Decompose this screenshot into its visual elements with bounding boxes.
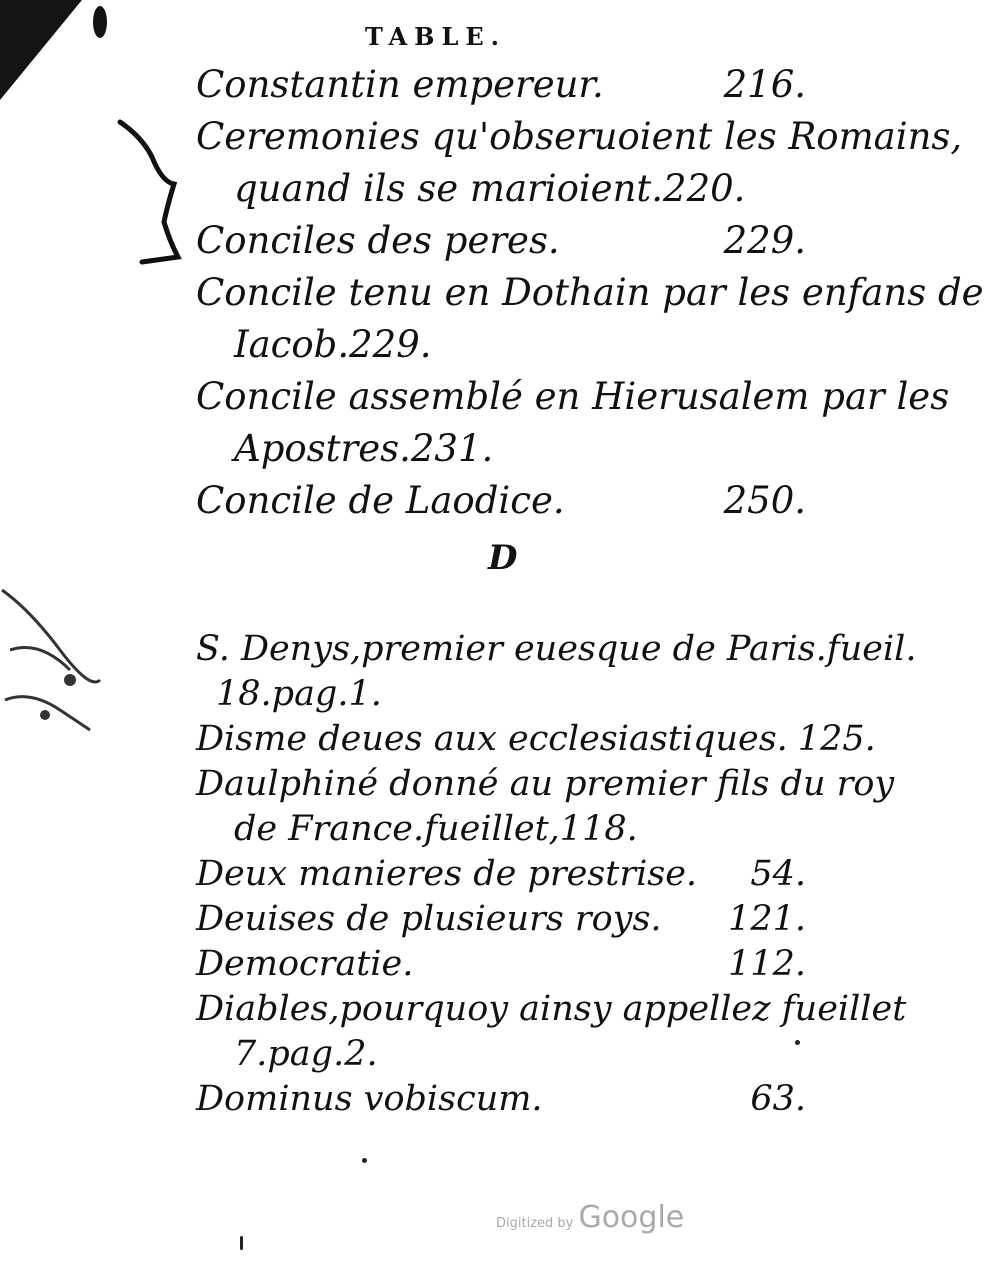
entry-text-continuation: 18.pag.1.: [216, 674, 382, 714]
index-entry: [196, 63, 806, 118]
margin-ink-scribble: [112, 112, 192, 282]
entry-text: Constantin empereur.: [196, 63, 604, 106]
entry-text: Democratie.: [196, 944, 414, 984]
ink-speck: [795, 1040, 800, 1045]
entry-text: Conciles des peres.: [196, 219, 560, 262]
entry-page-number: 125.: [797, 719, 876, 759]
entry-text: Concile assemblé en Hierusalem par les: [196, 375, 950, 418]
entry-page-number: 121.: [728, 899, 806, 939]
entry-page-number: 216.: [723, 63, 806, 106]
torn-corner-shadow: [0, 0, 120, 120]
ink-speck: [362, 1158, 367, 1163]
index-entry: [196, 899, 806, 947]
entry-text: Daulphiné donné au premier fils du roy: [196, 764, 895, 804]
entry-page-number: 229.: [723, 219, 806, 262]
entry-text: S. Denys,premier euesque de Paris.fueil.: [196, 629, 917, 669]
index-entry: [196, 375, 950, 482]
watermark-prefix: Digitized by: [496, 1216, 574, 1231]
index-entry: [196, 1079, 806, 1127]
index-entries-d: [196, 629, 917, 1127]
index-entry: [196, 271, 984, 378]
entry-page-number: 250.: [723, 479, 806, 522]
watermark-brand: Google: [578, 1200, 685, 1235]
entry-page-number: 112.: [728, 944, 806, 984]
ink-speck: [240, 1236, 243, 1250]
entry-text-continuation: quand ils se marioient.220.: [234, 167, 746, 210]
entry-text-continuation: Apostres.231.: [234, 427, 494, 470]
entry-text: Deux manieres de prestrise.: [196, 854, 698, 894]
entry-text: Diables,pourquoy ainsy appellez fueillet: [196, 989, 907, 1029]
index-entry: [196, 219, 806, 274]
index-entry: [196, 115, 963, 222]
bleed-through-sketch: [0, 540, 110, 750]
entry-text: Deuises de plusieurs roys.: [196, 899, 662, 939]
entry-text-continuation: de France.fueillet,118.: [234, 809, 638, 849]
entry-text-continuation: Iacob.229.: [234, 323, 432, 366]
entry-text: Concile tenu en Dothain par les enfans de: [196, 271, 984, 314]
index-entry: [196, 989, 907, 1082]
index-entry: [196, 764, 895, 857]
digitized-watermark: [496, 1200, 684, 1235]
index-entries-c: [196, 63, 984, 534]
entry-page-number: 63.: [750, 1079, 806, 1119]
entry-text-continuation: 7.pag.2.: [234, 1034, 378, 1074]
entry-text: Disme deues aux ecclesiastiques.: [196, 719, 788, 759]
entry-text: Dominus vobiscum.: [196, 1079, 543, 1119]
index-entry: [196, 854, 806, 902]
index-entry: [196, 629, 917, 722]
index-entry: [196, 479, 806, 534]
index-entry: [196, 719, 876, 767]
index-entry: [196, 944, 806, 992]
page-header: TABLE.: [365, 22, 506, 51]
entry-text: Concile de Laodice.: [196, 479, 565, 522]
entry-text: Ceremonies qu'obseruoient les Romains,: [196, 115, 963, 158]
section-letter: D: [488, 538, 518, 578]
entry-page-number: 54.: [750, 854, 806, 894]
